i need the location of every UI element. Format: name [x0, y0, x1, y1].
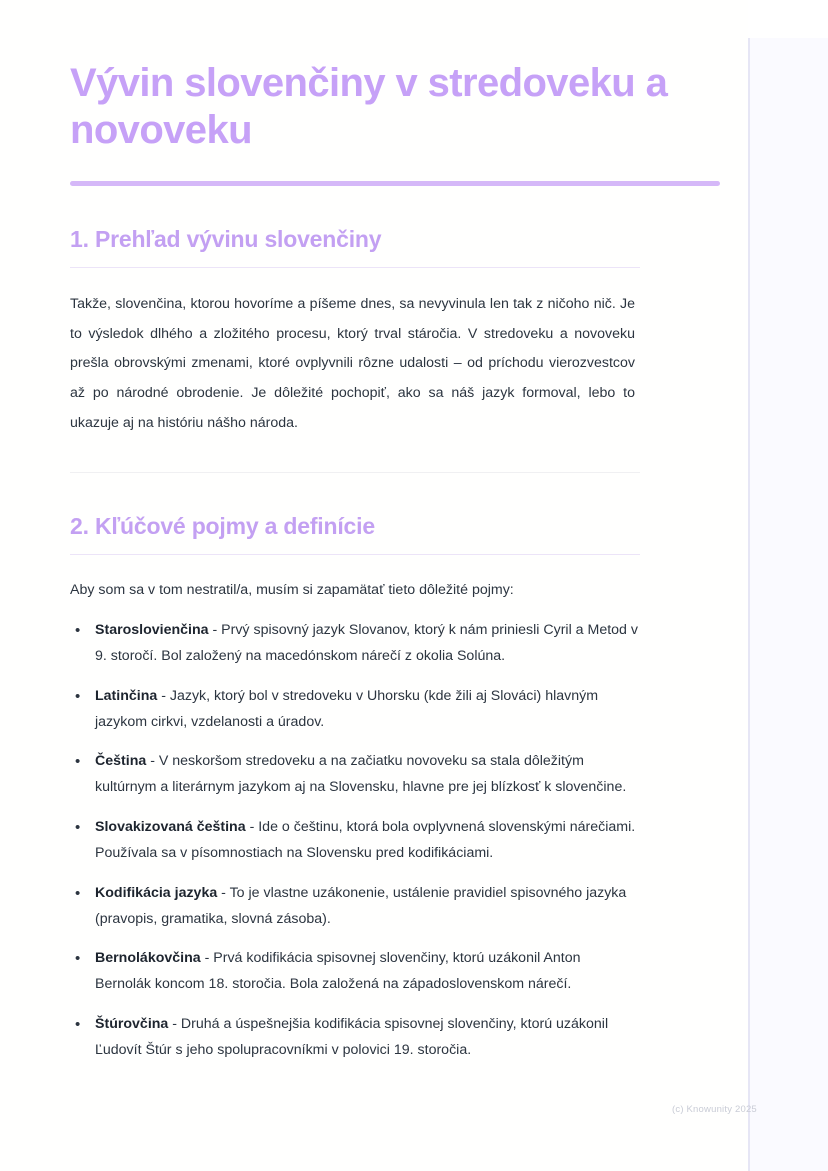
list-item	[70, 1012, 640, 1064]
copyright-watermark: (c) Knowunity 2025	[672, 1104, 757, 1115]
list-item	[70, 618, 640, 670]
term-definition: - V neskoršom stredoveku a na začiatku novoveku sa stala dôležitým kultúrnym a literárnym jazykom aj na Slovensku, hlavne pre jej blízkosť k slovenčine.	[95, 753, 627, 796]
term-name: Latinčina	[95, 687, 158, 704]
section-paragraph-1: Takže, slovenčina, ktorou hovoríme a píšeme dnes, sa nevyvinula len tak z ničoho nič. Je to výsledok dlhého a zložitého procesu, ktorý trval stáročia. V stredoveku a novoveku prešla obrovskými zmenami, ktoré ovplyvnili rôzne udalosti – od príchodu vierozvestcov až po národné obrodenie. Je dôležité pochopiť, ako sa náš jazyk formoval, lebo to ukazuje aj na históriu nášho národa.	[70, 296, 635, 431]
term-definition: - Ide o češtinu, ktorá bola ovplyvnená slovenskými nárečiami. Používala sa v písomnostiach na Slovensku pred kodifikáciami.	[95, 819, 636, 861]
list-item	[70, 815, 640, 867]
term-name: Bernolákovčina	[95, 950, 201, 967]
term-definition: - To je vlastne uzákonenie, ustálenie pravidiel spisovného jazyka (pravopis, gramatika, slovná zásoba).	[95, 884, 627, 927]
page-edge-band	[748, 38, 828, 1171]
page-edge-line	[748, 38, 750, 1171]
term-definition: - Prvý spisovný jazyk Slovanov, ktorý k nám priniesli Cyril a Metod v 9. storočí. Bol založený na macedónskom nárečí z okolia Solúna.	[95, 622, 638, 664]
section-overview	[70, 186, 678, 438]
term-definition: - Druhá a úspešnejšia kodifikácia spisovnej slovenčiny, ktorú uzákonil Ľudovít Štúr s jeho spolupracovníkmi v polovici 19. storočia.	[95, 1016, 609, 1058]
list-item	[70, 749, 640, 801]
term-name: Kodifikácia jazyka	[95, 884, 218, 901]
key-terms-list	[70, 604, 640, 1064]
list-item	[70, 881, 640, 933]
term-name: Čeština	[95, 753, 147, 770]
list-item	[70, 684, 640, 736]
section-lead-text: Aby som sa v tom nestratil/a, musím si zapamätať tieto dôležité pojmy:	[70, 582, 514, 599]
term-name: Slovakizovaná čeština	[95, 819, 246, 836]
section-key-terms	[70, 473, 678, 1064]
term-definition: - Jazyk, ktorý bol v stredoveku v Uhorsku (kde žili aj Slováci) hlavným jazykom cirkvi, vzdelanosti a úradov.	[95, 687, 599, 730]
section-heading-2: 2. Kľúčové pojmy a definície	[70, 513, 375, 540]
section-heading-1: 1. Prehľad vývinu slovenčiny	[70, 226, 382, 253]
term-name: Staroslovienčina	[95, 622, 209, 639]
list-item	[70, 946, 640, 998]
page-title: Vývin slovenčiny v stredoveku a novoveku	[70, 61, 668, 153]
term-name: Štúrovčina	[95, 1016, 169, 1033]
term-definition: - Prvá kodifikácia spisovnej slovenčiny, ktorú uzákonil Anton Bernolák koncom 18. storočia. Bola založená na západoslovenskom nárečí.	[95, 950, 581, 993]
